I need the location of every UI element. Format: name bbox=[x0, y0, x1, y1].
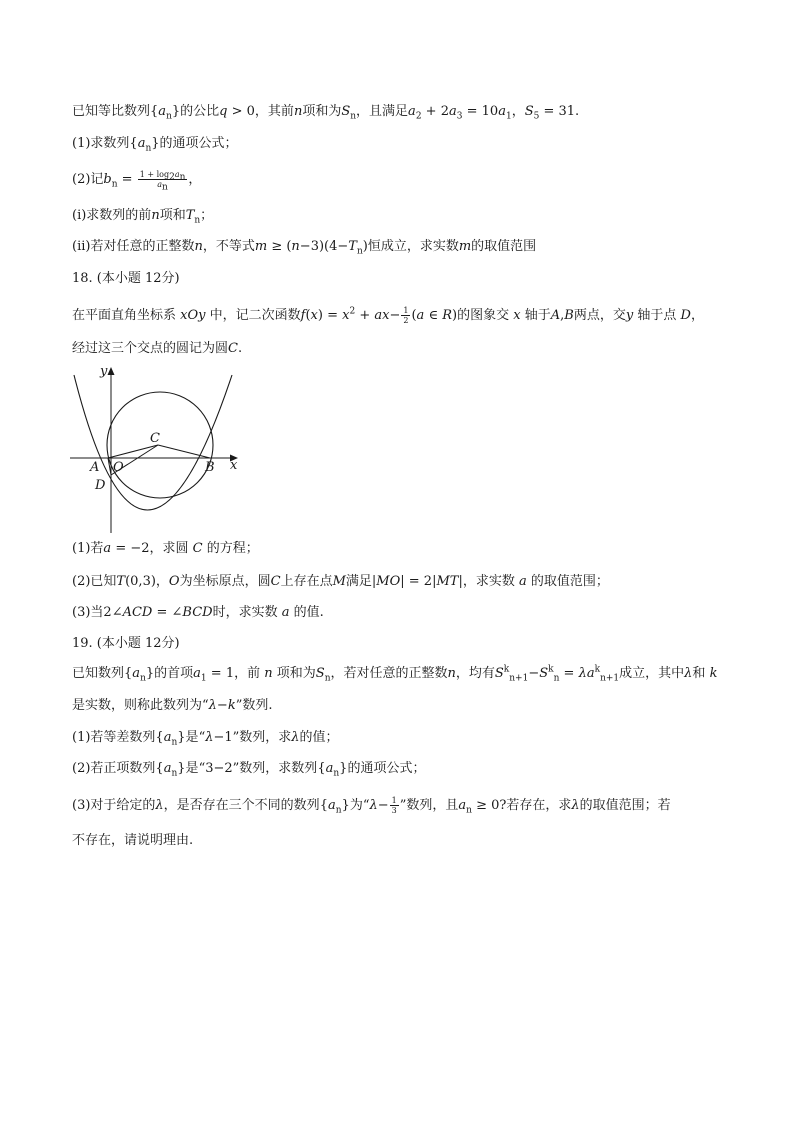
label-d: D bbox=[95, 478, 106, 493]
p18-heading: 18. (本小题 12分) bbox=[72, 271, 180, 286]
p18-part1: (1)若a = −2，求圆 C 的方程； bbox=[72, 541, 259, 556]
label-a: A bbox=[90, 460, 100, 475]
p19-intro-2: 是实数，则称此数列为“λ−k”数列. bbox=[72, 698, 273, 713]
p17-part1: (1)求数列$\{a_n\}$的通项公式； bbox=[72, 136, 238, 154]
segment-ac bbox=[108, 445, 158, 458]
y-axis-arrow bbox=[108, 367, 115, 375]
p17-part2: (2)记$b_n$ = $\frac{1 + \log_2a_n}{a_n}$ ， bbox=[72, 170, 202, 193]
label-c: C bbox=[150, 431, 160, 446]
p19-part3-2: 不存在，请说明理由. bbox=[72, 833, 194, 848]
p18-intro-2: 经过这三个交点的圆记为圆C. bbox=[72, 341, 243, 356]
p18-part3: (3)当2∠ACD = ∠BCD时，求实数 a 的值. bbox=[72, 605, 324, 620]
p19-intro: 已知数列$\{a_n\}$的首项$a_1 = 1$，前 n 项和为$S_n$，若对任意的正整数n，均有$S^k_{n+1}-S^k_n = \lambda a^k_{n+1}$成立，其中λ和 k bbox=[72, 664, 718, 684]
p17-part2-ii: (ii)若对任意的正整数n，不等式$m \ge (n-3)(4-T_n)$恒成立，求实数m的取值范围 bbox=[72, 239, 537, 257]
label-y: y bbox=[100, 364, 108, 379]
p17-part2-i: (i)求数列的前n项和$T_n$； bbox=[72, 208, 214, 226]
p19-part2: (2)若正项数列$\{a_n\}$是“3−2”数列，求数列$\{a_n\}$的通项公式； bbox=[72, 761, 426, 779]
p19-part1: (1)若等差数列$\{a_n\}$是“λ−1”数列，求λ的值； bbox=[72, 730, 339, 748]
label-x: x bbox=[230, 458, 238, 473]
p19-heading: 19. (本小题 12分) bbox=[72, 636, 180, 651]
p19-part3: (3)对于给定的λ，是否存在三个不同的数列$\{a_n\}$为“λ− $\frac{1}{3}$ ”数列，且$a_n \ge 0$?若存在，求λ的取值范围；若 bbox=[72, 796, 671, 816]
parabola-circle-figure bbox=[70, 363, 250, 538]
label-b: B bbox=[205, 460, 215, 475]
p17-intro: 已知等比数列$\{a_n\}$的公比q > 0，其前n项和为$S_n$，且满足$a_2 + 2a_3 = 10a_1$，$S_5 = 31$. bbox=[72, 104, 580, 122]
p18-intro: 在平面直角坐标系 xOy 中，记二次函数$f(x) = x^2 + ax-$ $\frac{1}{2}$ (a ∈ R)的图象交 x 轴于A,B两点，交y 轴于点 D， bbox=[72, 306, 704, 325]
label-o: O bbox=[113, 460, 124, 475]
p18-part2: (2)已知T(0,3)，O为坐标原点，圆C上存在点M满足|MO| = 2|MT|，求实数 a 的取值范围； bbox=[72, 574, 609, 589]
